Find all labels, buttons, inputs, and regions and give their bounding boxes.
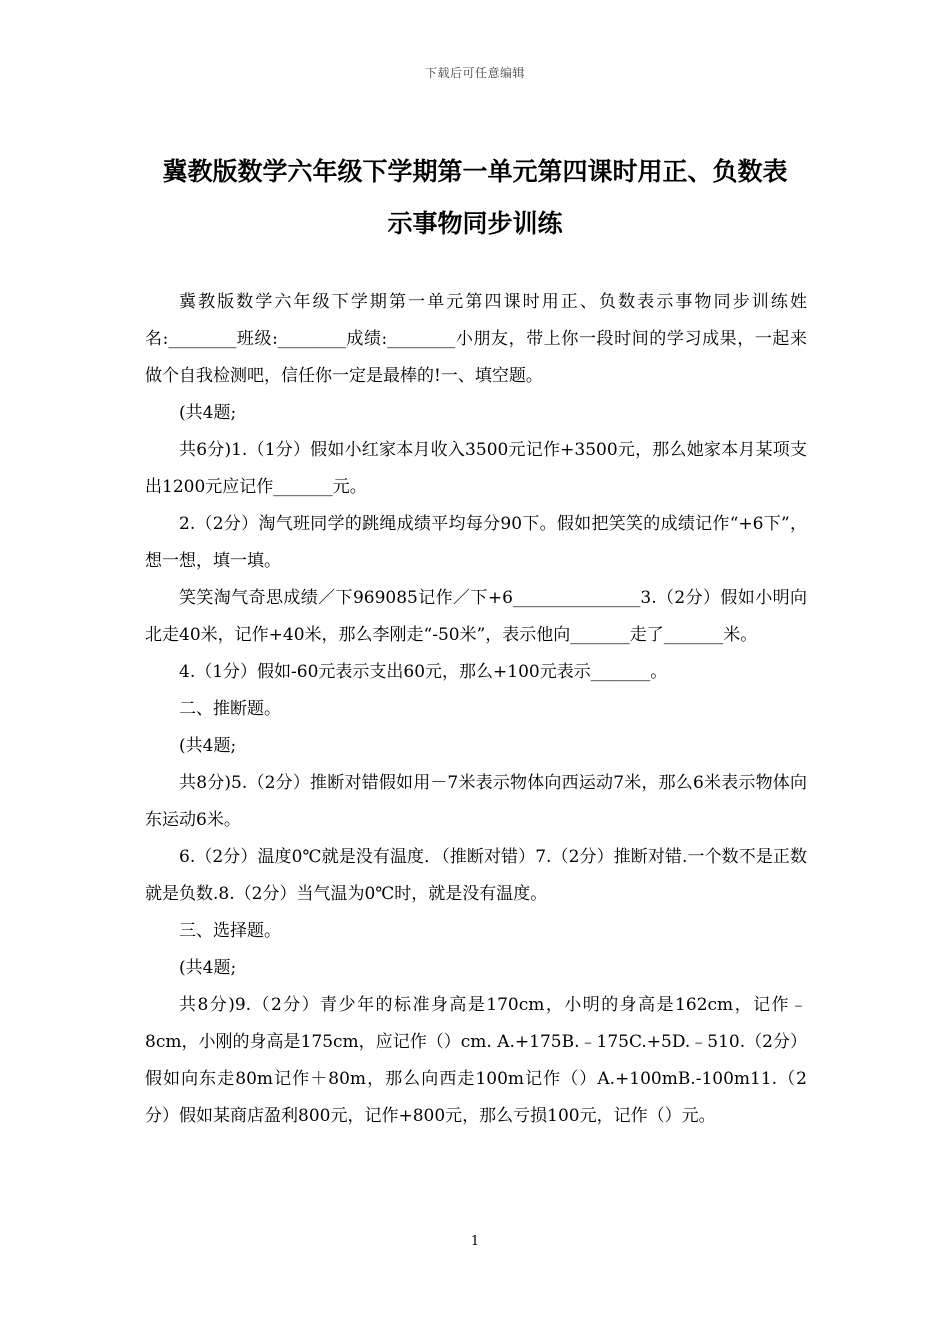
paragraph-intro: 冀教版数学六年级下学期第一单元第四课时用正、负数表示事物同步训练姓名:________班级:________成绩:________小朋友，带上你一段时间的学习成果，一起来做个自我检测吧，信任你一定是最棒的!一、填空题。 [145,292,807,386]
page-header-note: 下载后可任意编辑 [424,66,525,80]
document-title-line-1: 冀教版数学六年级下学期第一单元第四课时用正、负数表 [162,157,788,186]
paragraph-questions-9-11: 共8分)9.（2分）青少年的标准身高是170cm，小明的身高是162cm，记作﹣8cm，小刚的身高是175cm，应记作（）cm. A.+175B.﹣175C.+5D.﹣510.（2分）假如向东走80m记作＋80m，那么向西走100m记作（）A.+100mB.-100m11.（2分）假如某商店盈利800元，记作+800元，那么亏损100元，记作（）元。 [145,995,807,1126]
paragraph-section1-count: (共4题; [179,403,237,423]
paragraph-question-5: 共8分)5.（2分）推断对错假如用－7米表示物体向西运动7米，那么6米表示物体向东运动6米。 [145,773,807,830]
paragraph-question-4: 4.（1分）假如-60元表示支出60元，那么+100元表示_______。 [179,662,668,682]
paragraph-questions-6-8: 6.（2分）温度0℃就是没有温度．（推断对错）7.（2分）推断对错.一个数不是正数就是负数.8.（2分）当气温为0℃时，就是没有温度。 [145,847,807,904]
paragraph-section2-count: (共4题; [179,736,237,756]
document-title [145,146,805,250]
document-body [145,284,807,1135]
section-heading-choice: 三、选择题。 [179,921,281,941]
section-heading-judgement: 二、推断题。 [179,699,281,719]
page-number: 1 [470,1234,480,1249]
document-title-line-2: 示事物同步训练 [387,209,563,238]
paragraph-question-2: 2.（2分）淘气班同学的跳绳成绩平均每分90下。假如把笑笑的成绩记作“+6下”，想一想，填一填。 [145,514,807,571]
paragraph-question-1: 共6分)1.（1分）假如小红家本月收入3500元记作+3500元，那么她家本月某项支出1200元应记作_______元。 [145,440,807,497]
paragraph-question-2-table-q3: 笑笑淘气奇思成绩／下969085记作／下+6_______________3.（2分）假如小明向北走40米，记作+40米，那么李刚走“-50米”，表示他向_______走了_______米。 [145,588,807,645]
paragraph-section3-count: (共4题; [179,958,237,978]
